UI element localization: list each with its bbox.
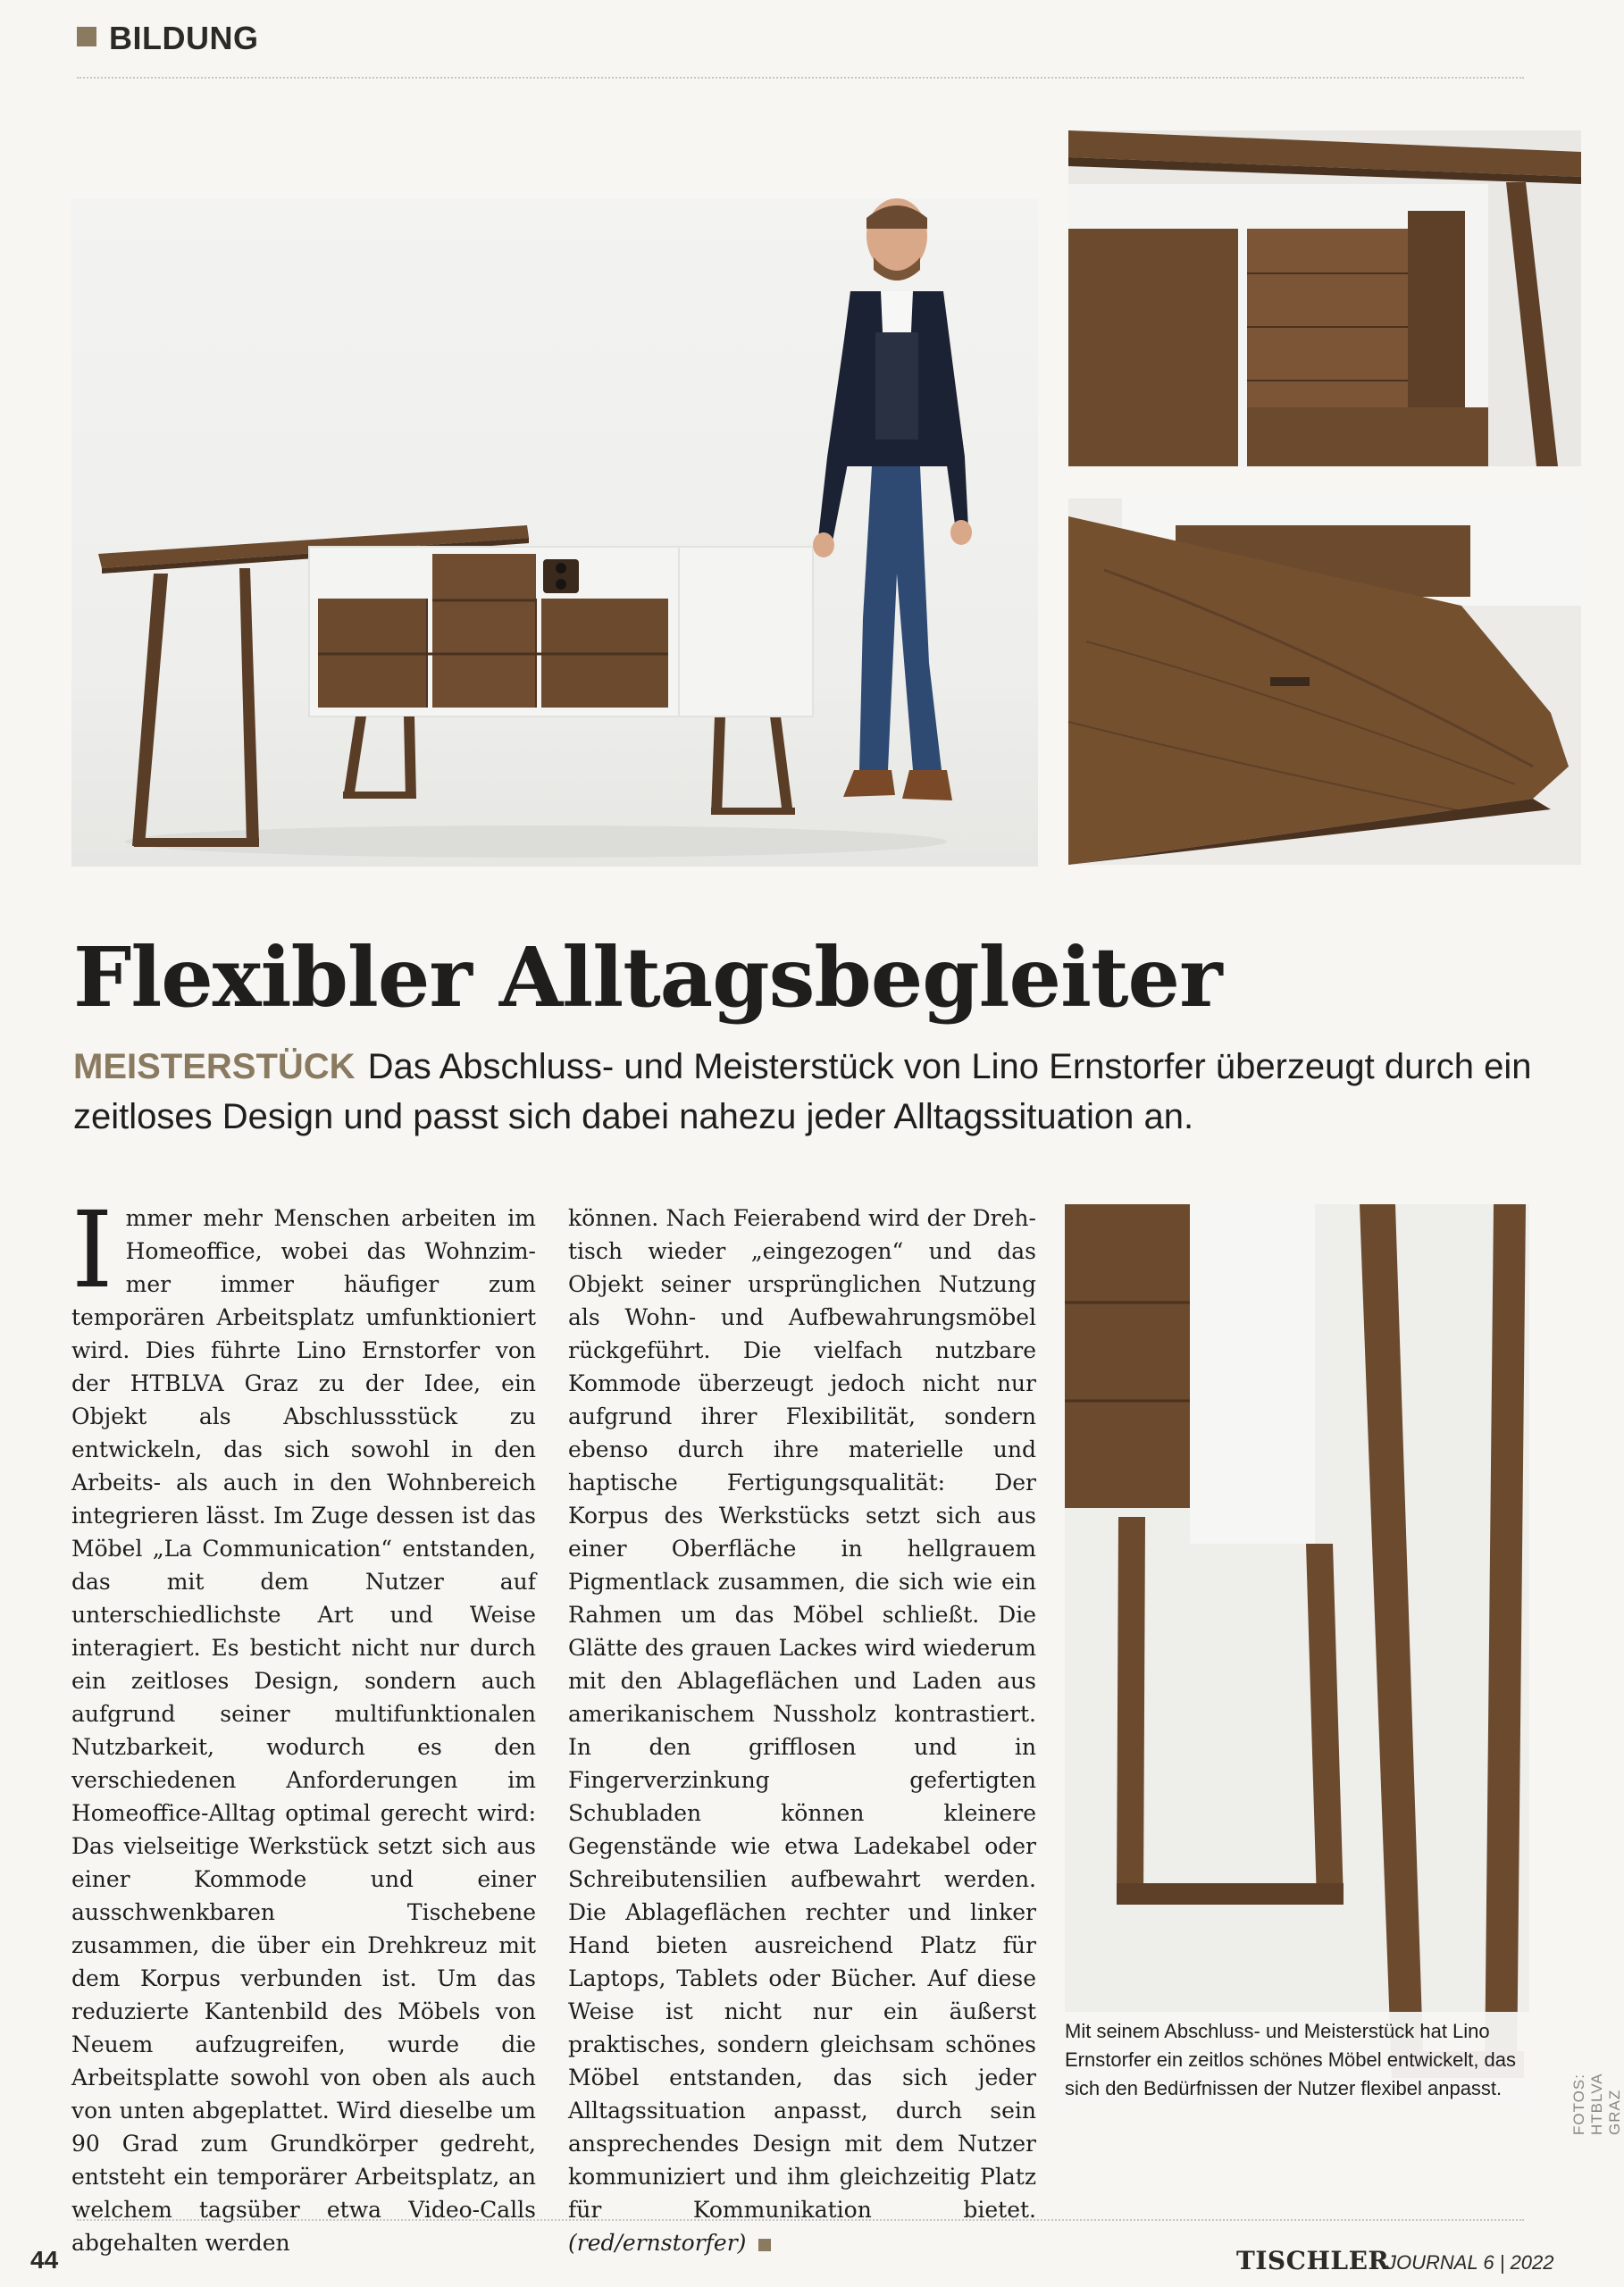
lead-text: Das Abschluss- und Meisterstück von Lino Ernstorfer überzeugt durch ein zeitloses Design und passt sich dabei nahezu jeder Alltagssituation an. [73, 1047, 1532, 1136]
column-1-text: mmer mehr Menschen arbeiten im Homeoffice, wobei das Wohnzimmer immer häufiger zum temporären Arbeitsplatz umfunktioniert wird. Dies führte Lino Ernstorfer von der HTBLVA Graz zu der Idee, ein Objekt als Abschlussstück zu entwickeln, das sich sowohl in den Arbeits- als auch in den Wohnbereich integrieren lässt. Im Zuge dessen ist das Möbel „La Communication“ entstanden, das mit dem Nutzer auf unterschiedlichste Art und Weise interagiert. Es besticht nicht nur durch ein zeitloses Design, sondern auch aufgrund seiner multifunktionalen Nutzbarkeit, wodurch es den verschiedenen Anforderungen im Homeoffice-Alltag optimal gerecht wird: Das vielseitige Werkstück setzt sich aus einer Kommode und einer ausschwenkbaren Tischebene zusammen, die über ein Drehkreuz mit dem Korpus verbunden ist. Um das reduzierte Kantenbild des Möbels von Neuem aufzugreifen, wurde die Arbeitsplatte sowohl von oben als auch von unten abgeplattet. Wird dieselbe um 90 Grad zum Grundkörper gedreht, entsteht ein temporärer Arbeitsplatz, an welchem tagsüber etwa Video-Calls abgehalten werden [71, 1205, 536, 2256]
photo-caption: Mit seinem Abschluss- und Meisterstück hat Lino Ernstorfer ein zeitlos schönes Möbel entwickelt, das sich den Bedürfnissen der Nutzer flexibel anpasst. [1065, 2012, 1529, 2103]
page-number: 44 [30, 2246, 59, 2274]
section-marker [77, 27, 96, 46]
drop-cap: I [71, 1188, 113, 1311]
column-2-text: können. Nach Feierabend wird der Drehtisch wieder „eingezogen“ und das Objekt seiner ursprünglichen Nutzung als Wohn- und Aufbewahrungsmöbel rückgeführt. Die vielfach nutzbare Kommode überzeugt jedoch nicht nur aufgrund ihrer Flexibilität, sondern ebenso durch ihre materielle und haptische Fertigungsqualität: Der Korpus des Werkstücks setzt sich aus einer Oberfläche in hellgrauem Pigmentlack zusammen, die sich wie ein Rahmen um das Möbel schließt. Die Glätte des grauen Lackes wird wiederum mit den Ablageflächen und Laden aus amerikanischem Nussholz kontrastiert. In den grifflosen und in Fingerverzinkung gefertigten Schubladen können kleinere Gegenstände wie etwa Ladekabel oder Schreibutensilien aufbewahrt werden. Die Ablageflächen rechter und linker Hand bieten ausreichend Platz für Laptops, Tablets oder Bücher. Auf diese Weise ist nicht nur ein äußerst praktisches, sondern gleichsam schönes Möbel entstanden, das sich jeder Alltagssituation anpasst, durch sein ansprechendes Design mit dem Nutzer kommuniziert und ihm gleichzeitig Platz für Kommunikation bietet. [568, 1205, 1036, 2223]
byline: (red/ernstorfer) [568, 2230, 747, 2256]
tabletop-illustration [1068, 498, 1581, 865]
article-headline: Flexibler Alltagsbegleiter [73, 929, 1222, 1026]
desk-with-designer-illustration [71, 198, 1038, 867]
header-divider [77, 77, 1524, 79]
section-label: BILDUNG [109, 20, 259, 56]
lead-kicker: MEISTERSTÜCK [73, 1047, 356, 1086]
footer-divider [77, 2219, 1524, 2221]
table-legs-illustration [1065, 1204, 1529, 2078]
article-lead [73, 1042, 1538, 1142]
photo-credit: FOTOS: HTBLVA GRAZ [1570, 2073, 1623, 2135]
body-column-1 [71, 1188, 536, 2259]
legs-detail-photo [1065, 1204, 1529, 2078]
body-column-2 [568, 1202, 1036, 2259]
hero-photo [71, 198, 1038, 867]
tabletop-detail-photo [1068, 498, 1581, 865]
drawer-illustration [1068, 130, 1581, 466]
magazine-issue: JOURNAL 6 | 2022 [1386, 2251, 1554, 2274]
magazine-name: TISCHLER [1236, 2246, 1390, 2275]
end-mark [758, 2239, 771, 2251]
drawer-detail-photo [1068, 130, 1581, 466]
